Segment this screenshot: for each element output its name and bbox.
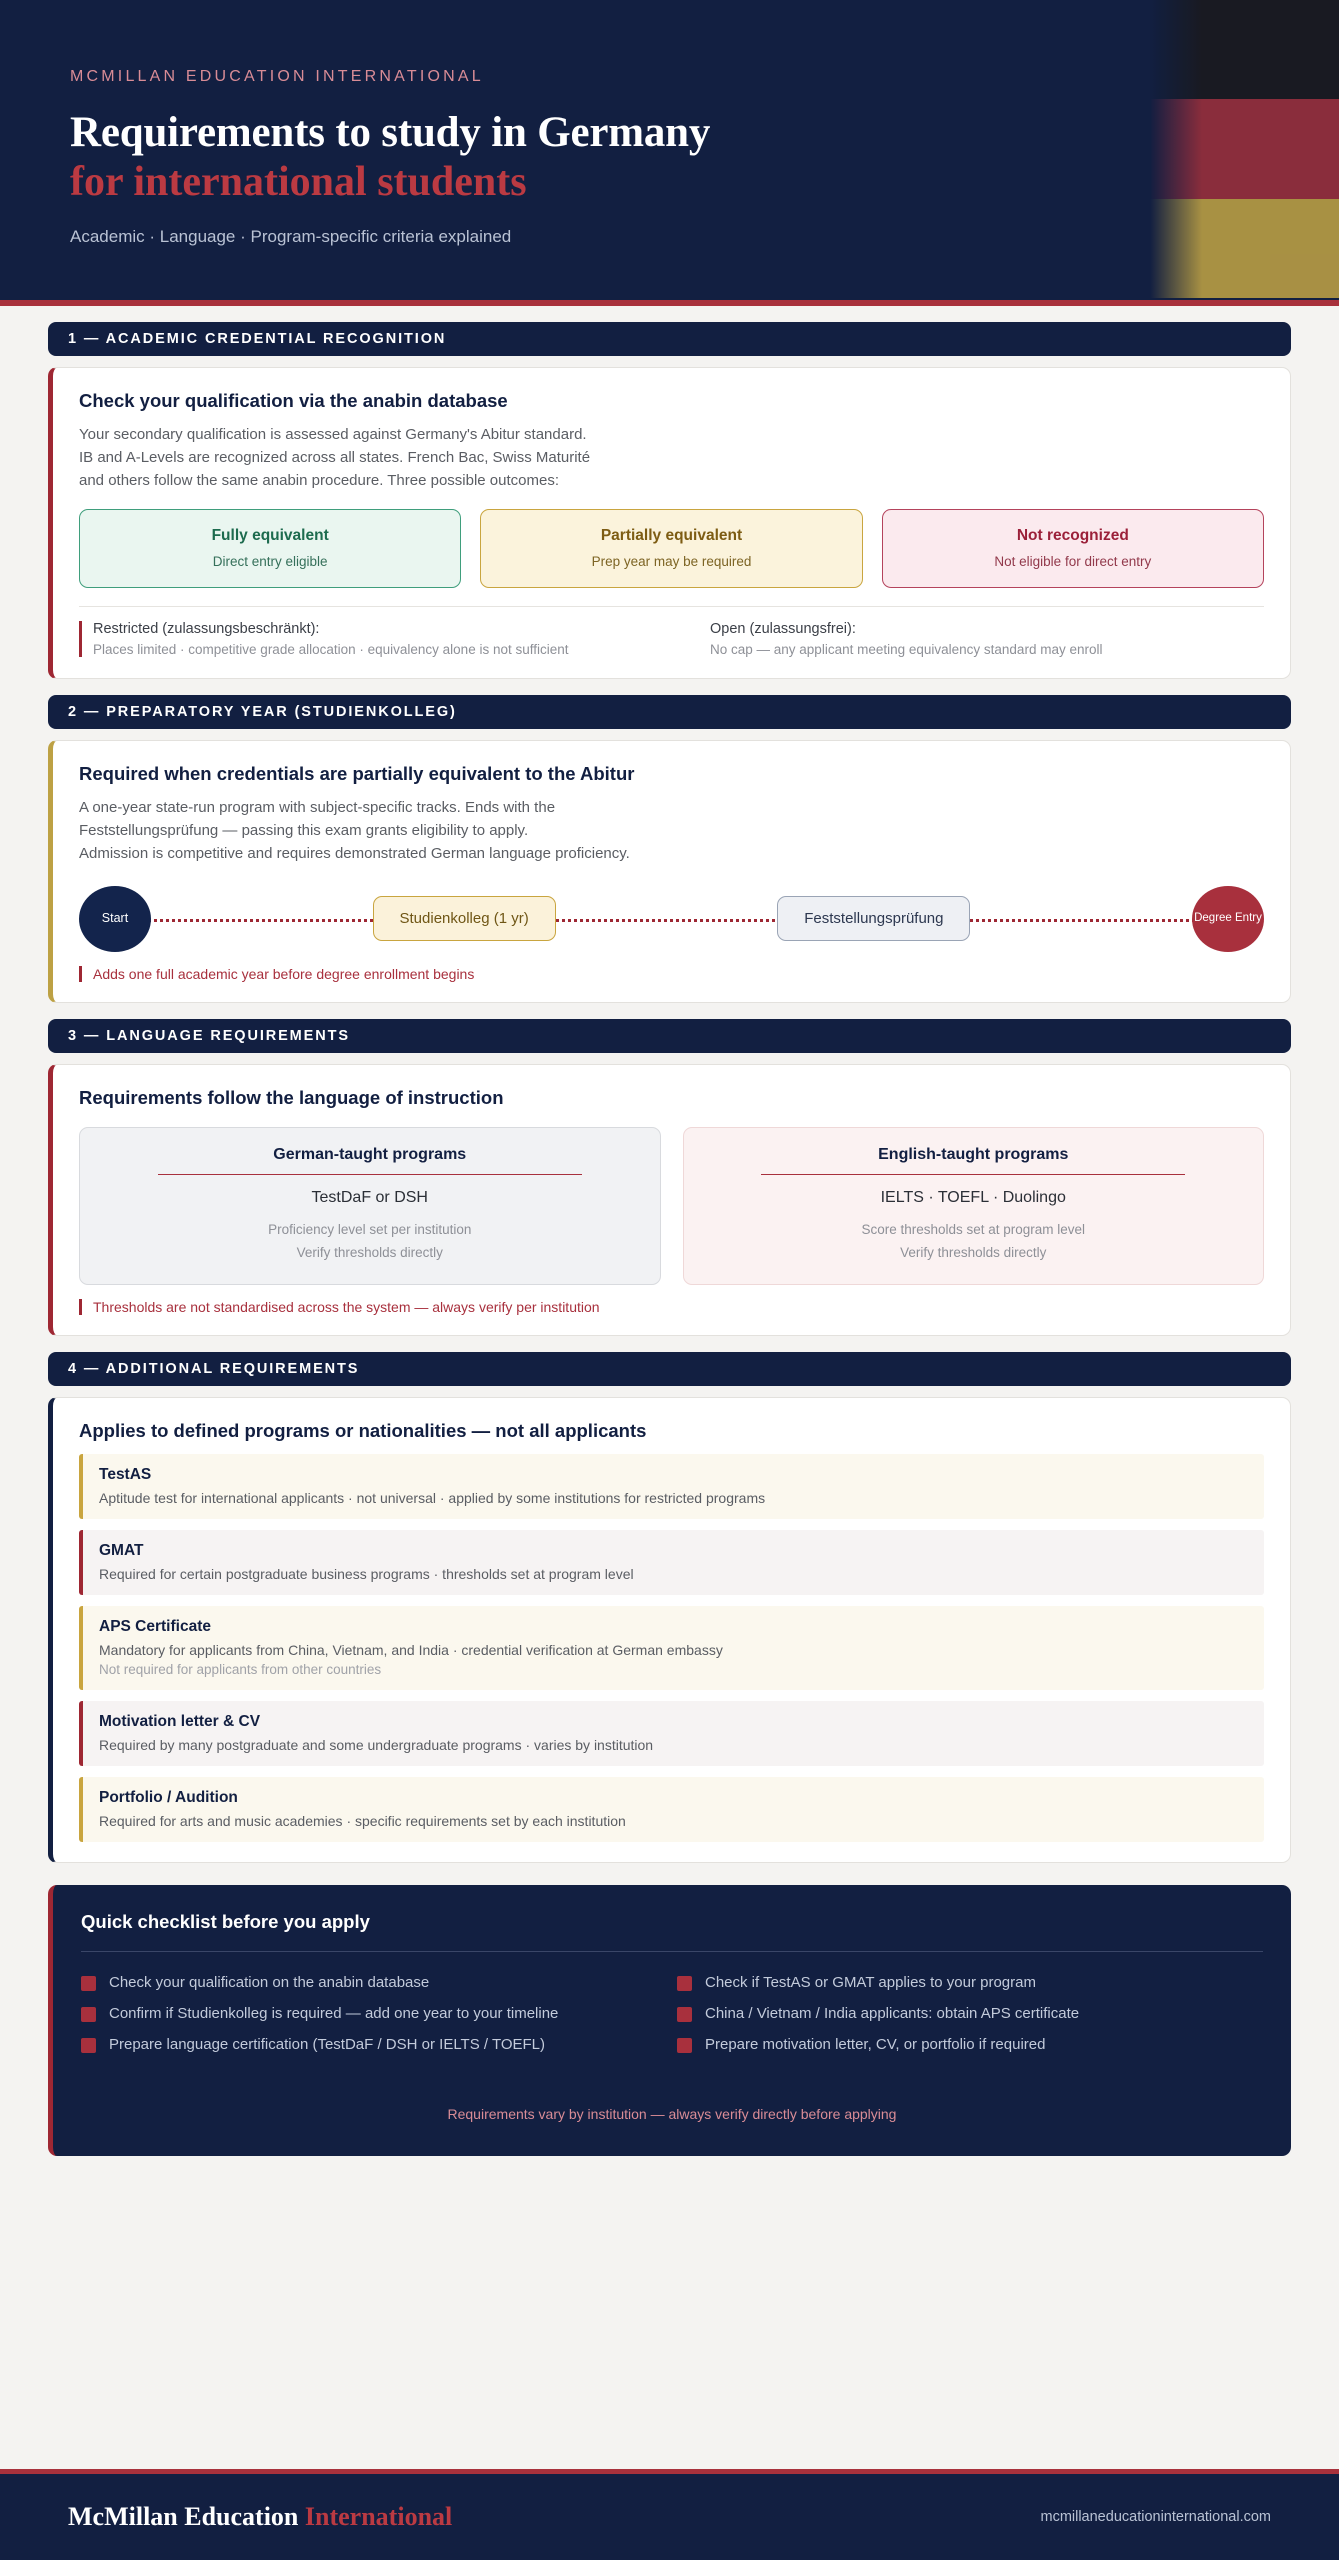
page-footer [0,2474,1339,2560]
requirement-detail: Required for arts and music academies · specific requirements set by each institution [99,1813,626,1830]
header-content [0,0,1339,247]
checklist-item[interactable] [677,2036,1317,2053]
page-header [0,0,1339,300]
checklist-item[interactable] [677,1974,1317,1991]
checklist-label: Confirm if Studienkolleg is required — add one year to your timeline [109,2005,559,2023]
requirement-detail: Aptitude test for international applicants · not universal · applied by some institutions for restricted programs [99,1490,766,1507]
checkbox-icon[interactable] [677,2038,692,2053]
requirement-item-portfolio [79,1777,1264,1842]
section-header-1: 1 — ACADEMIC CREDENTIAL RECOGNITION [48,322,1291,356]
brand-eyebrow: MCMILLAN EDUCATION INTERNATIONAL [70,68,484,85]
requirement-item-gmat [79,1530,1264,1595]
language-divider [761,1174,1185,1176]
footer-website[interactable]: mcmillaneducationinternational.com [1040,2509,1271,2525]
section-card-3 [48,1064,1291,1336]
requirement-title: Motivation letter & CV [99,1713,261,1731]
outcome-partially-equivalent [480,509,862,588]
flow-node-degree-entry: Degree Entry [1192,886,1264,952]
requirement-item-motivation-letter [79,1701,1264,1766]
admission-type-group [79,606,1264,658]
requirement-item-aps [79,1606,1264,1690]
requirement-title: GMAT [99,1542,144,1560]
checklist-grid [81,1974,1263,2064]
body-line: IB and A-Levels are recognized across all states. French Bac, Swiss Maturité [79,448,591,466]
card-heading-2: Required when credentials are partially equivalent to the Abitur [79,763,635,785]
flow-node-feststellungspruefung: Feststellungsprüfung [777,896,970,941]
checkbox-icon[interactable] [677,2007,692,2022]
body-line: A one-year state-run program with subject-specific tracks. Ends with the [79,799,556,817]
card-heading-3: Requirements follow the language of instruction [79,1086,504,1108]
language-title: English-taught programs [878,1145,1069,1163]
outcome-title: Partially equivalent [600,527,743,545]
page-footer-wrap [0,2469,1339,2560]
checklist-item[interactable] [81,1974,721,1991]
page-deck: Academic · Language · Program-specific criteria explained [70,227,512,247]
outcome-not-recognized [882,509,1264,588]
outcome-sub: Direct entry eligible [212,554,328,570]
checklist-divider [81,1951,1263,1952]
requirement-item-testas [79,1454,1264,1519]
checklist-column-right [677,1974,1317,2067]
spacer [0,1003,1339,1019]
page-subtitle: for international students [70,158,527,205]
quick-checklist-panel [48,1885,1291,2156]
language-note: Verify thresholds directly [296,1244,443,1260]
admission-title: Open (zulassungsfrei): [710,621,856,638]
requirement-extra: Not required for applicants from other countries [99,1662,382,1678]
flow-node-studienkolleg: Studienkolleg (1 yr) [373,896,556,941]
language-box-german [79,1127,661,1285]
checkbox-icon[interactable] [81,1976,96,1991]
card-body-1 [79,424,1264,492]
checkbox-icon[interactable] [677,1976,692,1991]
language-box-group [79,1127,1264,1285]
outcome-box-group [79,509,1264,588]
language-notes [98,1219,642,1264]
section-header-3: 3 — LANGUAGE REQUIREMENTS [48,1019,1291,1053]
requirement-title: APS Certificate [99,1618,211,1636]
language-title: German-taught programs [273,1145,467,1163]
language-tests: TestDaF or DSH [311,1189,428,1207]
requirement-title: TestAS [99,1466,152,1484]
section-header-4: 4 — ADDITIONAL REQUIREMENTS [48,1352,1291,1386]
flow-node-row [79,886,1264,952]
checklist-footnote: Requirements vary by institution — always verify directly before applying [447,2106,897,2123]
requirement-detail: Required by many postgraduate and some undergraduate programs · varies by institution [99,1737,654,1754]
language-tests: IELTS · TOEFL · Duolingo [880,1189,1066,1207]
checklist-label: Prepare language certification (TestDaF / DSH or IELTS / TOEFL) [109,2036,546,2054]
flow-node-start: Start [79,886,151,952]
spacer [0,306,1339,322]
footer-brand-accent: International [304,2502,453,2531]
checklist-column-left [81,1974,721,2067]
checklist-heading: Quick checklist before you apply [81,1911,370,1933]
outcome-title: Fully equivalent [211,527,329,545]
language-note: Proficiency level set per institution [268,1222,472,1238]
checklist-item[interactable] [81,2005,721,2022]
outcome-fully-equivalent [79,509,461,588]
body-line: Feststellungsprüfung — passing this exam grants eligibility to apply. [79,822,529,840]
outcome-sub: Not eligible for direct entry [994,554,1152,570]
checklist-label: Check if TestAS or GMAT applies to your program [705,1974,1036,1992]
footer-brand [68,2502,452,2532]
body-line: and others follow the same anabin procedure. Three possible outcomes: [79,471,560,489]
spacer [0,1336,1339,1352]
card-body-2 [79,797,1264,865]
body-line: Admission is competitive and requires demonstrated German language proficiency. [79,844,630,862]
admission-detail: No cap — any applicant meeting equivalency standard may enroll [710,642,1103,658]
studienkolleg-flow-diagram [79,886,1264,952]
page-title: Requirements to study in Germany [70,109,711,156]
language-notes [702,1219,1246,1264]
admission-title: Restricted (zulassungsbeschränkt): [93,621,320,638]
card-heading-1: Check your qualification via the anabin database [79,390,508,411]
requirement-detail: Mandatory for applicants from China, Vietnam, and India · credential verification at German embassy [99,1642,723,1659]
checklist-item[interactable] [677,2005,1317,2022]
section-header-2: 2 — PREPARATORY YEAR (STUDIENKOLLEG) [48,695,1291,729]
checkbox-icon[interactable] [81,2038,96,2053]
card-heading-4: Applies to defined programs or nationalities — not all applicants [79,1420,647,1442]
outcome-sub: Prep year may be required [591,554,752,570]
section-card-2 [48,740,1291,1002]
language-note: Score thresholds set at program level [861,1222,1086,1238]
outcome-title: Not recognized [1016,527,1129,545]
requirement-title: Portfolio / Audition [99,1789,238,1807]
checkbox-icon[interactable] [81,2007,96,2022]
section-card-1 [48,367,1291,679]
section-note-2: Adds one full academic year before degree enrollment begins [79,966,1264,982]
checklist-label: Prepare motivation letter, CV, or portfolio if required [705,2036,1046,2054]
language-divider [158,1174,582,1176]
admission-detail: Places limited · competitive grade allocation · equivalency alone is not sufficient [93,642,569,658]
section-card-4 [48,1397,1291,1863]
admission-open [699,621,1319,657]
admission-restricted [79,621,699,657]
spacer [0,679,1339,695]
footer-brand-main: McMillan Education [68,2502,305,2531]
checklist-label: Check your qualification on the anabin database [109,1974,430,1992]
body-line: Your secondary qualification is assessed against Germany's Abitur standard. [79,426,587,443]
language-box-english [683,1127,1265,1285]
checklist-item[interactable] [81,2036,721,2053]
requirement-detail: Required for certain postgraduate business programs · thresholds set at program level [99,1566,634,1583]
checklist-label: China / Vietnam / India applicants: obtain APS certificate [705,2005,1080,2023]
language-note: Verify thresholds directly [900,1244,1047,1260]
section-note-3: Thresholds are not standardised across the system — always verify per institution [79,1299,1264,1315]
